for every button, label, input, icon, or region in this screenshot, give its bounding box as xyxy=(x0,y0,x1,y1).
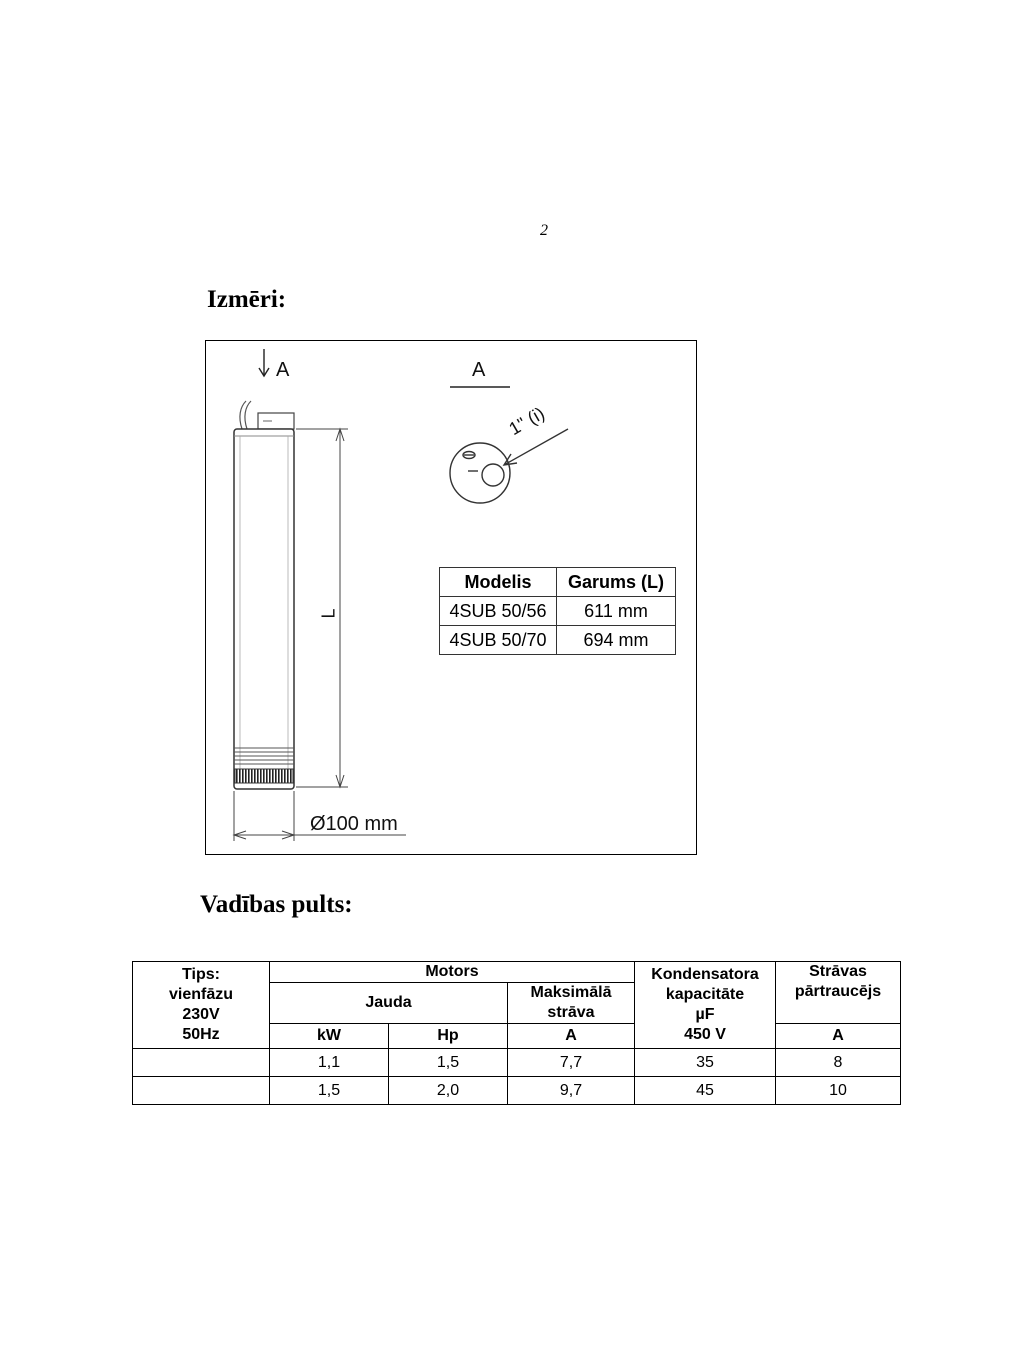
type-header: Tips: vienfāzu 230V 50Hz xyxy=(133,962,270,1049)
diameter-label: Ø100 mm xyxy=(310,813,398,835)
table-header-row xyxy=(440,568,676,597)
dimensions-figure xyxy=(205,340,697,855)
breaker-header: Strāvas pārtraucējs xyxy=(776,962,901,1024)
table-row xyxy=(440,597,676,626)
table-row xyxy=(133,1049,901,1077)
cell-breaker: 10 xyxy=(776,1077,901,1105)
cell-current: 9,7 xyxy=(508,1077,635,1105)
table-row xyxy=(133,1077,901,1105)
top-view-icon xyxy=(450,429,568,503)
thread-label: 1" (i) xyxy=(505,403,548,440)
cell-kw: 1,1 xyxy=(270,1049,389,1077)
header-model: Modelis xyxy=(440,568,557,597)
breaker-unit: A xyxy=(776,1024,901,1049)
header-length: Garums (L) xyxy=(557,568,676,597)
view-arrow-icon xyxy=(259,349,269,376)
page-number: 2 xyxy=(540,222,548,239)
cell-length: 611 mm xyxy=(557,597,676,626)
cell-model: 4SUB 50/70 xyxy=(440,626,557,655)
power-header: Jauda xyxy=(270,983,508,1024)
max-current-header: Maksimālā strāva xyxy=(508,983,635,1024)
length-label: L xyxy=(318,608,339,619)
cell-model: 4SUB 50/56 xyxy=(440,597,557,626)
cell-type xyxy=(133,1049,270,1077)
unit-kw: kW xyxy=(270,1024,389,1049)
dimensions-title: Izmēri: xyxy=(207,286,287,313)
spec-header-row-1 xyxy=(133,962,901,983)
cell-capacitor: 35 xyxy=(635,1049,776,1077)
control-panel-title: Vadības pults: xyxy=(200,891,353,918)
cell-current: 7,7 xyxy=(508,1049,635,1077)
cell-length: 694 mm xyxy=(557,626,676,655)
section-label: A xyxy=(472,359,486,381)
cell-capacitor: 45 xyxy=(635,1077,776,1105)
cell-breaker: 8 xyxy=(776,1049,901,1077)
view-arrow-label: A xyxy=(276,359,290,381)
intake-grille xyxy=(235,769,293,783)
unit-a: A xyxy=(508,1024,635,1049)
cell-hp: 2,0 xyxy=(389,1077,508,1105)
cell-hp: 1,5 xyxy=(389,1049,508,1077)
model-length-table xyxy=(439,567,676,655)
control-spec-table xyxy=(132,961,901,1105)
cell-kw: 1,5 xyxy=(270,1077,389,1105)
cell-type xyxy=(133,1077,270,1105)
table-row xyxy=(440,626,676,655)
motors-header: Motors xyxy=(270,962,635,983)
pump-body xyxy=(234,429,294,789)
cable-icon xyxy=(240,401,251,429)
capacitor-header: Kondensatora kapacitāte µF 450 V xyxy=(635,962,776,1049)
unit-hp: Hp xyxy=(389,1024,508,1049)
